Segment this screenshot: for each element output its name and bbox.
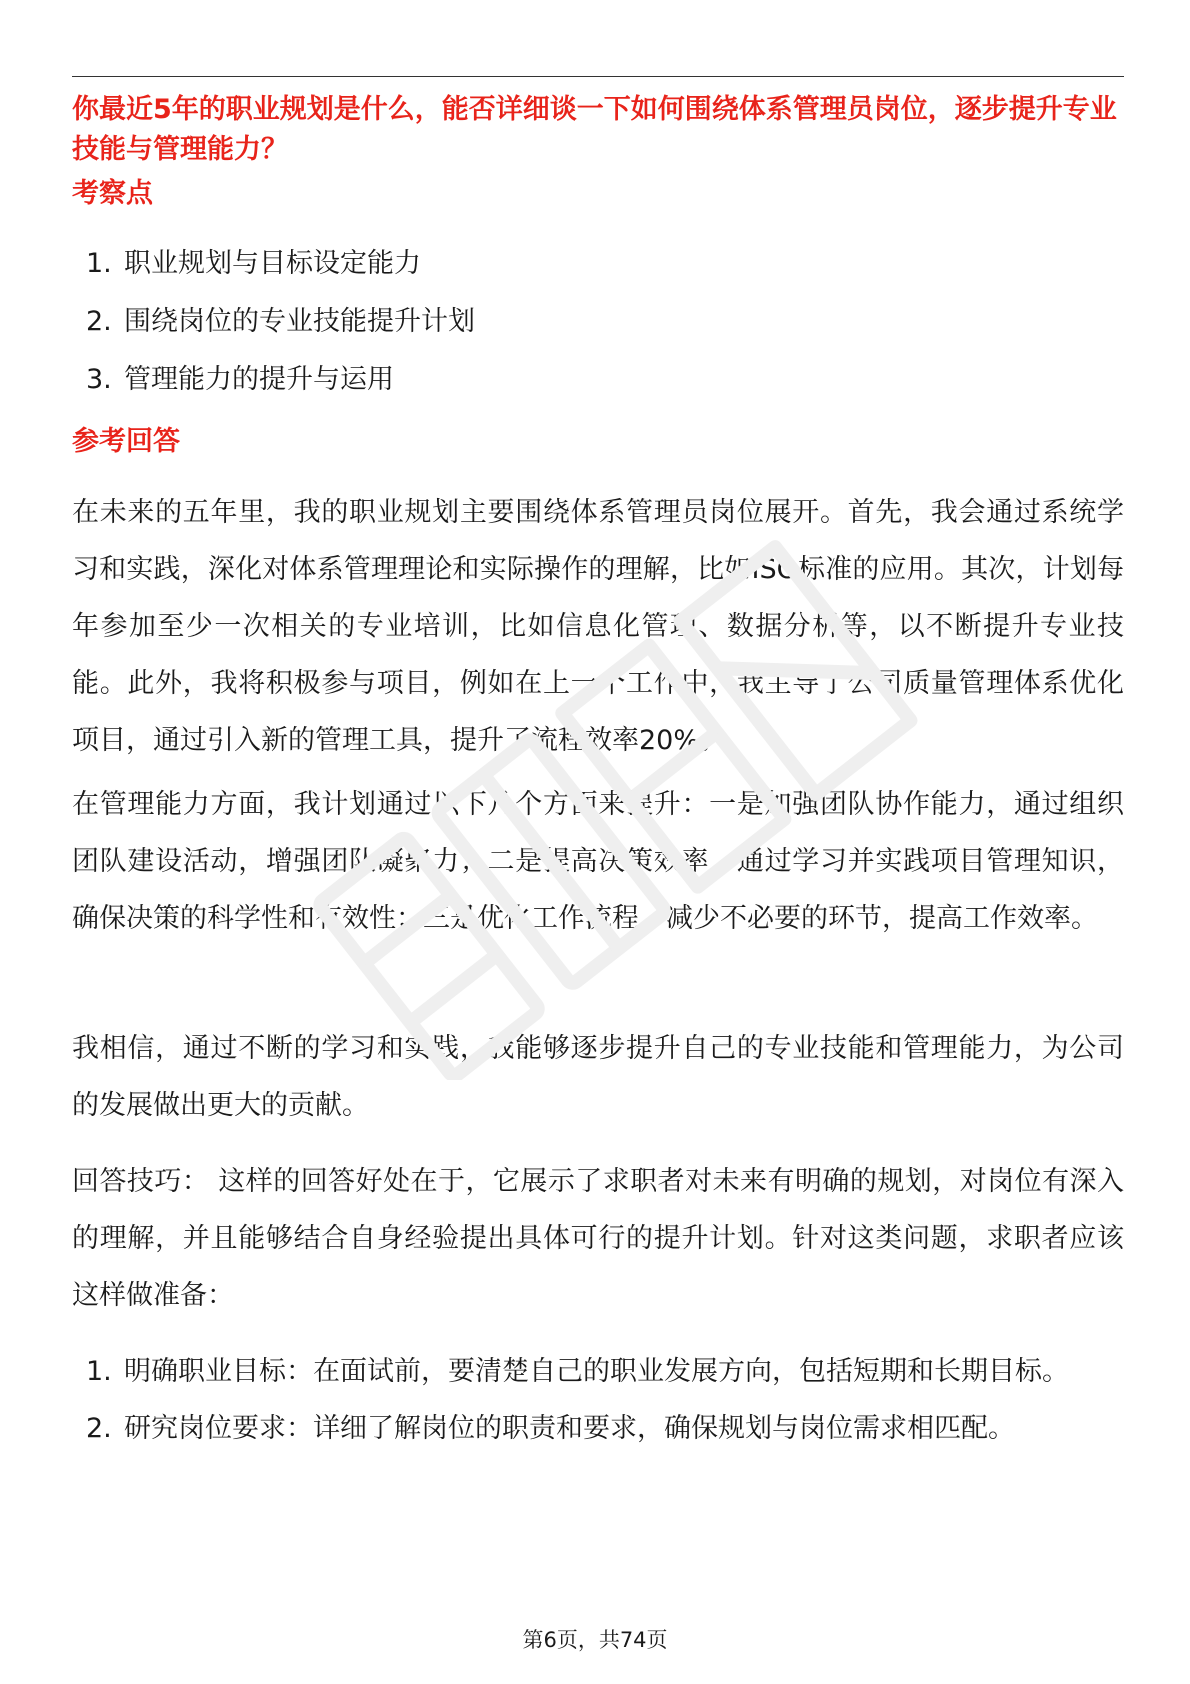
list-item: [72, 1343, 1124, 1400]
list-text: 明确职业目标：在面试前，要清楚自己的职业发展方向，包括短期和长期目标。: [124, 1356, 1069, 1387]
list-item: [72, 302, 1124, 342]
list-text: 研究岗位要求：详细了解岗位的职责和要求，确保规划与岗位需求相匹配。: [124, 1413, 1015, 1444]
document-page: [72, 0, 1124, 1684]
answer-paragraph: 我相信，通过不断的学习和实践，我能够逐步提升自己的专业技能和管理能力，为公司的发展做出更大的贡献。: [72, 1033, 1124, 1121]
answer-tips-paragraph: 回答技巧： 这样的回答好处在于，它展示了求职者对未来有明确的规划，对岗位有深入的理解，并且能够结合自身经验提出具体可行的提升计划。针对这类问题，求职者应该这样做准备：: [72, 1166, 1124, 1311]
list-text: 围绕岗位的专业技能提升计划: [124, 306, 475, 337]
list-number: 2.: [86, 306, 112, 337]
list-item: [72, 244, 1124, 284]
question-title: 你最近5年的职业规划是什么，能否详细谈一下如何围绕体系管理员岗位，逐步提升专业技能与管理能力？: [72, 94, 1117, 165]
list-number: 3.: [86, 364, 112, 395]
top-divider: [72, 76, 1124, 77]
answer-paragraph: 在未来的五年里，我的职业规划主要围绕体系管理员岗位展开。首先，我会通过系统学习和实践，深化对体系管理理论和实际操作的理解，比如ISO标准的应用。其次，计划每年参加至少一次相关的专业培训，比如信息化管理、数据分析等，以不断提升专业技能。此外，我将积极参与项目，例如在上一个工作中，我主导了公司质量管理体系优化项目，通过引入新的管理工具，提升了流程效率20%。: [72, 497, 1124, 756]
page-footer: 第6页，共74页: [522, 1628, 668, 1652]
list-text: 职业规划与目标设定能力: [124, 248, 421, 279]
list-item: [72, 360, 1124, 400]
list-number: 2.: [86, 1413, 112, 1444]
list-number: 1.: [86, 248, 112, 279]
tips-list: [72, 1343, 1124, 1457]
focus-points-list: [72, 244, 1124, 418]
list-number: 1.: [86, 1356, 112, 1387]
list-text: 管理能力的提升与运用: [124, 364, 394, 395]
answer-heading: 参考回答: [72, 426, 180, 457]
answer-paragraph: 在管理能力方面，我计划通过以下几个方面来提升：一是加强团队协作能力，通过组织团队建设活动，增强团队凝聚力；二是提高决策效率，通过学习并实践项目管理知识，确保决策的科学性和有效性；三是优化工作流程，减少不必要的环节，提高工作效率。: [72, 789, 1124, 934]
list-item: [72, 1400, 1124, 1457]
focus-heading: 考察点: [72, 178, 153, 209]
